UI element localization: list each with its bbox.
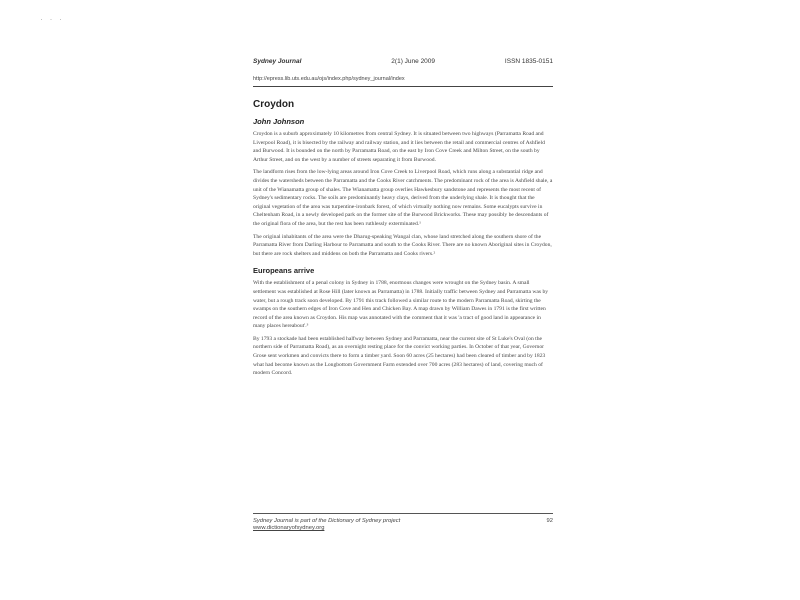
footer-note: Sydney Journal is part of the Dictionary of Sydney project: [253, 518, 401, 524]
scan-mark: · · ·: [40, 14, 64, 24]
issn: ISSN 1835-0151: [504, 58, 553, 65]
journal-name: Sydney Journal: [253, 58, 302, 65]
page-footer: [253, 513, 553, 531]
issue-info: 2(1) June 2009: [391, 58, 436, 65]
section-heading: Europeans arrive: [253, 266, 315, 276]
journal-url[interactable]: http://epress.lib.uts.edu.au/ojs/index.php/sydney_journal/index: [253, 76, 553, 87]
paragraph-inhabitants: The original inhabitants of the area were the Dharug-speaking Wangal clan, whose land stretched along the southern shore of the Parramatta River from Darling Harbour to Parramatta and south to the Cooks River. There are no known Aboriginal sites in Croydon, but there are rock shelters and middens on both the Parramatta and Cooks rivers.²: [253, 233, 552, 257]
paragraph-penal-colony: With the establishment of a penal colony in Sydney in 1788, enormous changes were wrought on the Sydney basin. A small settlement was established at Rose Hill (later known as Parramatta) in 1788. Initially traffic between Sydney and Parramatta was by water, but a rough track soon developed. By 1791 this track followed a similar route to the modern Parramatta Road, skirting the swamps on the southern edges of Iron Cove and Hen and Chicken Bay. A map drawn by William Dawes in 1791 is the first written record of the area known as Croydon. His map was annotated with the comment that it was 'a tract of good land in appearance in many places hereabout'.³: [253, 280, 549, 330]
running-header: [253, 58, 553, 68]
paragraph-landform: The landform rises from the low-lying areas around Iron Cove Creek to Liverpool Road, which runs along a substantial ridge and divides the watersheds between the Parramatta and the Cooks River catchments. The predominant rock of the area is Ashfield shale, a unit of the Wianamatta group of shales. The Wianamatta group overlies Hawkesbury sandstone and represents the most recent of Sydney's sedimentary rocks. The soils are predominantly heavy clays, derived from the underlying shale. It is thought that the original vegetation of the area was turpentine-ironbark forest, of which virtually nothing now remains. Some eucalypts survive in Cheltenham Road, in a newly developed park on the former site of the Burwood Brickworks. These may possibly be descendants of the original flora of the area, but the rest has been ruthlessly exterminated.¹: [253, 169, 553, 227]
footer-site-link[interactable]: www.dictionaryofsydney.org: [253, 525, 325, 531]
document-page: [253, 58, 553, 538]
article-title: Croydon: [253, 99, 295, 110]
paragraph-location: Croydon is a suburb approximately 10 kilometres from central Sydney. It is situated between two highways (Parramatta Road and Liverpool Road), it is bisected by the railway and railway station, and it lies between the retail and commercial centres of Ashfield and Burwood. It is bounded on the north by Parramatta Road, on the east by Iron Cove Creek and Milton Street, on the south by Arthur Street, and on the west by a number of streets separating it from Burwood.: [253, 131, 545, 163]
paragraph-stockade: By 1793 a stockade had been established halfway between Sydney and Parramatta, near the current site of St Luke's Oval (on the northern side of Parramatta Road), as an overnight resting place for the convict working parties. In October of that year, Governor Grose sent workmen and convicts there to form a timber yard. Soon 60 acres (25 hectares) had been cleared of timber and by 1823 what had become known as the Longbottom Government Farm extended over 700 acres (283 hectares) of land, covering much of modern Concord.: [253, 335, 546, 377]
page-number: 92: [546, 518, 553, 524]
article-author: John Johnson: [253, 117, 305, 126]
